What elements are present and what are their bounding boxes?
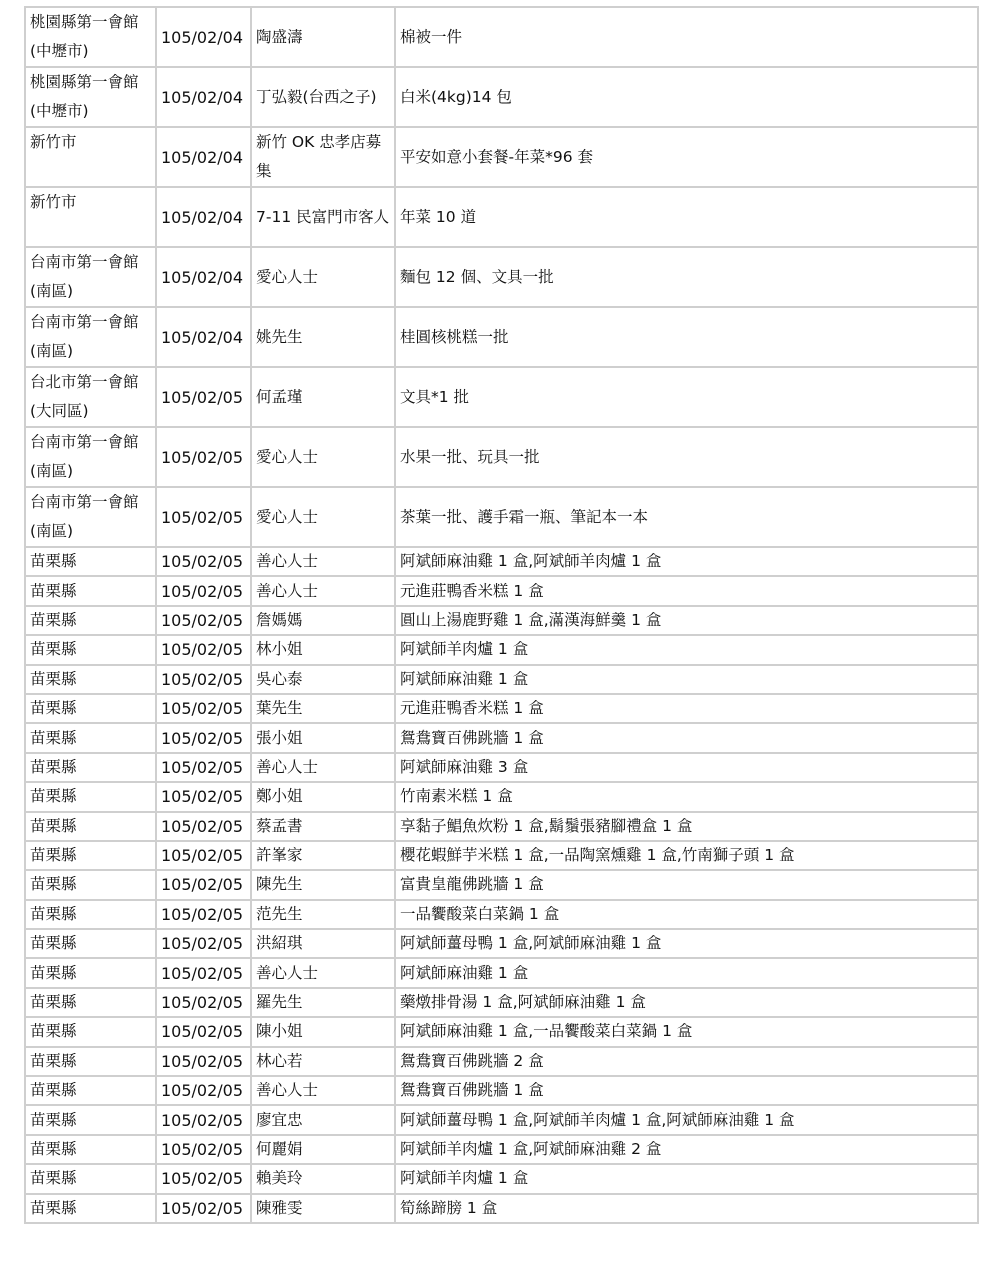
- date-cell: 105/02/05: [156, 958, 251, 987]
- donor-cell: 陶盛濤: [251, 7, 395, 67]
- date-cell: 105/02/04: [156, 307, 251, 367]
- location-cell: 桃園縣第一會館(中壢市): [25, 7, 156, 67]
- table-row: [25, 870, 978, 899]
- items-cell: 阿斌師羊肉爐 1 盒: [395, 635, 978, 664]
- date-cell: 105/02/05: [156, 606, 251, 635]
- donor-cell: 善心人士: [251, 576, 395, 605]
- table-row: [25, 812, 978, 841]
- donor-cell: 洪紹琪: [251, 929, 395, 958]
- date-cell: 105/02/05: [156, 1105, 251, 1134]
- date-cell: 105/02/05: [156, 1047, 251, 1076]
- date-cell: 105/02/05: [156, 988, 251, 1017]
- date-cell: 105/02/05: [156, 694, 251, 723]
- donor-cell: 范先生: [251, 900, 395, 929]
- items-cell: 富貴皇龍佛跳牆 1 盒: [395, 870, 978, 899]
- date-cell: 105/02/05: [156, 782, 251, 811]
- donor-cell: 7-11 民富門市客人: [251, 187, 395, 247]
- items-cell: 鴛鴦寶百佛跳牆 2 盒: [395, 1047, 978, 1076]
- date-cell: 105/02/05: [156, 753, 251, 782]
- donor-cell: 蔡孟書: [251, 812, 395, 841]
- table-row: [25, 841, 978, 870]
- table-row: [25, 247, 978, 307]
- date-cell: 105/02/05: [156, 812, 251, 841]
- location-cell: 新竹市: [25, 127, 156, 187]
- donor-cell: 何孟瑾: [251, 367, 395, 427]
- location-cell: 桃園縣第一會館(中壢市): [25, 67, 156, 127]
- date-cell: 105/02/05: [156, 870, 251, 899]
- location-cell: 苗栗縣: [25, 753, 156, 782]
- location-cell: 苗栗縣: [25, 1105, 156, 1134]
- items-cell: 元進莊鴨香米糕 1 盒: [395, 694, 978, 723]
- table-row: [25, 1017, 978, 1046]
- table-row: [25, 547, 978, 576]
- donor-cell: 愛心人士: [251, 487, 395, 547]
- date-cell: 105/02/05: [156, 547, 251, 576]
- date-cell: 105/02/05: [156, 929, 251, 958]
- table-row: [25, 187, 978, 247]
- table-row: [25, 753, 978, 782]
- date-cell: 105/02/04: [156, 7, 251, 67]
- items-cell: 茶葉一批、護手霜一瓶、筆記本一本: [395, 487, 978, 547]
- location-cell: 苗栗縣: [25, 1047, 156, 1076]
- location-cell: 苗栗縣: [25, 841, 156, 870]
- items-cell: 阿斌師麻油雞 1 盒,阿斌師羊肉爐 1 盒: [395, 547, 978, 576]
- items-cell: 阿斌師薑母鴨 1 盒,阿斌師麻油雞 1 盒: [395, 929, 978, 958]
- location-cell: 苗栗縣: [25, 900, 156, 929]
- items-cell: 筍絲蹄膀 1 盒: [395, 1194, 978, 1223]
- table-row: [25, 427, 978, 487]
- table-row: [25, 1076, 978, 1105]
- donor-cell: 許峯家: [251, 841, 395, 870]
- date-cell: 105/02/04: [156, 247, 251, 307]
- items-cell: 阿斌師麻油雞 1 盒: [395, 958, 978, 987]
- donor-cell: 陳雅雯: [251, 1194, 395, 1223]
- table-row: [25, 723, 978, 752]
- location-cell: 台南市第一會館(南區): [25, 487, 156, 547]
- donor-cell: 愛心人士: [251, 247, 395, 307]
- location-cell: 苗栗縣: [25, 1076, 156, 1105]
- table-row: [25, 127, 978, 187]
- location-cell: 苗栗縣: [25, 1017, 156, 1046]
- location-cell: 苗栗縣: [25, 929, 156, 958]
- items-cell: 竹南素米糕 1 盒: [395, 782, 978, 811]
- items-cell: 桂圓核桃糕一批: [395, 307, 978, 367]
- items-cell: 麵包 12 個、文具一批: [395, 247, 978, 307]
- date-cell: 105/02/05: [156, 1194, 251, 1223]
- items-cell: 享黏子鯧魚炊粉 1 盒,鬍鬚張豬腳禮盒 1 盒: [395, 812, 978, 841]
- items-cell: 櫻花蝦鮮芋米糕 1 盒,一品陶窯燻雞 1 盒,竹南獅子頭 1 盒: [395, 841, 978, 870]
- items-cell: 一品饗酸菜白菜鍋 1 盒: [395, 900, 978, 929]
- items-cell: 阿斌師羊肉爐 1 盒: [395, 1164, 978, 1193]
- location-cell: 苗栗縣: [25, 1164, 156, 1193]
- date-cell: 105/02/05: [156, 1135, 251, 1164]
- table-row: [25, 606, 978, 635]
- donor-cell: 張小姐: [251, 723, 395, 752]
- date-cell: 105/02/05: [156, 487, 251, 547]
- items-cell: 元進莊鴨香米糕 1 盒: [395, 576, 978, 605]
- donor-cell: 林心若: [251, 1047, 395, 1076]
- table-row: [25, 929, 978, 958]
- table-row: [25, 1135, 978, 1164]
- donor-cell: 林小姐: [251, 635, 395, 664]
- donor-cell: 葉先生: [251, 694, 395, 723]
- location-cell: 苗栗縣: [25, 665, 156, 694]
- items-cell: 阿斌師羊肉爐 1 盒,阿斌師麻油雞 2 盒: [395, 1135, 978, 1164]
- date-cell: 105/02/05: [156, 1164, 251, 1193]
- location-cell: 苗栗縣: [25, 576, 156, 605]
- location-cell: 新竹市: [25, 187, 156, 247]
- donor-cell: 吳心泰: [251, 665, 395, 694]
- items-cell: 平安如意小套餐-年菜*96 套: [395, 127, 978, 187]
- table-row: [25, 665, 978, 694]
- location-cell: 苗栗縣: [25, 694, 156, 723]
- table-row: [25, 1194, 978, 1223]
- date-cell: 105/02/05: [156, 1076, 251, 1105]
- table-row: [25, 988, 978, 1017]
- location-cell: 苗栗縣: [25, 988, 156, 1017]
- table-row: [25, 367, 978, 427]
- items-cell: 阿斌師麻油雞 1 盒: [395, 665, 978, 694]
- donor-cell: 丁弘毅(台西之子): [251, 67, 395, 127]
- table-row: [25, 958, 978, 987]
- table-row: [25, 307, 978, 367]
- donor-cell: 陳小姐: [251, 1017, 395, 1046]
- items-cell: 藥燉排骨湯 1 盒,阿斌師麻油雞 1 盒: [395, 988, 978, 1017]
- table-row: [25, 635, 978, 664]
- location-cell: 台南市第一會館(南區): [25, 247, 156, 307]
- donor-cell: 善心人士: [251, 753, 395, 782]
- table-row: [25, 1047, 978, 1076]
- donor-cell: 善心人士: [251, 547, 395, 576]
- items-cell: 鴛鴦寶百佛跳牆 1 盒: [395, 723, 978, 752]
- location-cell: 苗栗縣: [25, 782, 156, 811]
- items-cell: 阿斌師麻油雞 1 盒,一品饗酸菜白菜鍋 1 盒: [395, 1017, 978, 1046]
- items-cell: 阿斌師薑母鴨 1 盒,阿斌師羊肉爐 1 盒,阿斌師麻油雞 1 盒: [395, 1105, 978, 1134]
- donor-cell: 賴美玲: [251, 1164, 395, 1193]
- date-cell: 105/02/05: [156, 576, 251, 605]
- donor-cell: 愛心人士: [251, 427, 395, 487]
- location-cell: 苗栗縣: [25, 812, 156, 841]
- location-cell: 苗栗縣: [25, 1135, 156, 1164]
- table-row: [25, 7, 978, 67]
- donor-cell: 陳先生: [251, 870, 395, 899]
- date-cell: 105/02/05: [156, 635, 251, 664]
- donor-cell: 羅先生: [251, 988, 395, 1017]
- location-cell: 苗栗縣: [25, 547, 156, 576]
- location-cell: 苗栗縣: [25, 635, 156, 664]
- items-cell: 水果一批、玩具一批: [395, 427, 978, 487]
- table-row: [25, 694, 978, 723]
- items-cell: 白米(4kg)14 包: [395, 67, 978, 127]
- table-row: [25, 487, 978, 547]
- items-cell: 棉被一件: [395, 7, 978, 67]
- items-cell: 圓山上湯鹿野雞 1 盒,滿漢海鮮羹 1 盒: [395, 606, 978, 635]
- donor-cell: 廖宜忠: [251, 1105, 395, 1134]
- date-cell: 105/02/04: [156, 187, 251, 247]
- date-cell: 105/02/05: [156, 367, 251, 427]
- items-cell: 文具*1 批: [395, 367, 978, 427]
- donor-cell: 詹媽媽: [251, 606, 395, 635]
- location-cell: 苗栗縣: [25, 723, 156, 752]
- donor-cell: 善心人士: [251, 958, 395, 987]
- location-cell: 苗栗縣: [25, 870, 156, 899]
- donation-table: [24, 6, 979, 1224]
- items-cell: 阿斌師麻油雞 3 盒: [395, 753, 978, 782]
- items-cell: 鴛鴦寶百佛跳牆 1 盒: [395, 1076, 978, 1105]
- date-cell: 105/02/05: [156, 427, 251, 487]
- date-cell: 105/02/05: [156, 723, 251, 752]
- location-cell: 台南市第一會館(南區): [25, 307, 156, 367]
- location-cell: 苗栗縣: [25, 958, 156, 987]
- location-cell: 苗栗縣: [25, 1194, 156, 1223]
- donor-cell: 姚先生: [251, 307, 395, 367]
- table-row: [25, 576, 978, 605]
- date-cell: 105/02/04: [156, 127, 251, 187]
- date-cell: 105/02/05: [156, 841, 251, 870]
- date-cell: 105/02/05: [156, 1017, 251, 1046]
- table-row: [25, 1164, 978, 1193]
- donor-cell: 何麗娟: [251, 1135, 395, 1164]
- table-row: [25, 67, 978, 127]
- location-cell: 台南市第一會館(南區): [25, 427, 156, 487]
- location-cell: 台北市第一會館(大同區): [25, 367, 156, 427]
- table-body: [25, 7, 978, 1223]
- table-row: [25, 1105, 978, 1134]
- donor-cell: 善心人士: [251, 1076, 395, 1105]
- donor-cell: 鄭小姐: [251, 782, 395, 811]
- date-cell: 105/02/05: [156, 900, 251, 929]
- table-row: [25, 900, 978, 929]
- location-cell: 苗栗縣: [25, 606, 156, 635]
- date-cell: 105/02/04: [156, 67, 251, 127]
- table-row: [25, 782, 978, 811]
- donor-cell: 新竹 OK 忠孝店募集: [251, 127, 395, 187]
- items-cell: 年菜 10 道: [395, 187, 978, 247]
- date-cell: 105/02/05: [156, 665, 251, 694]
